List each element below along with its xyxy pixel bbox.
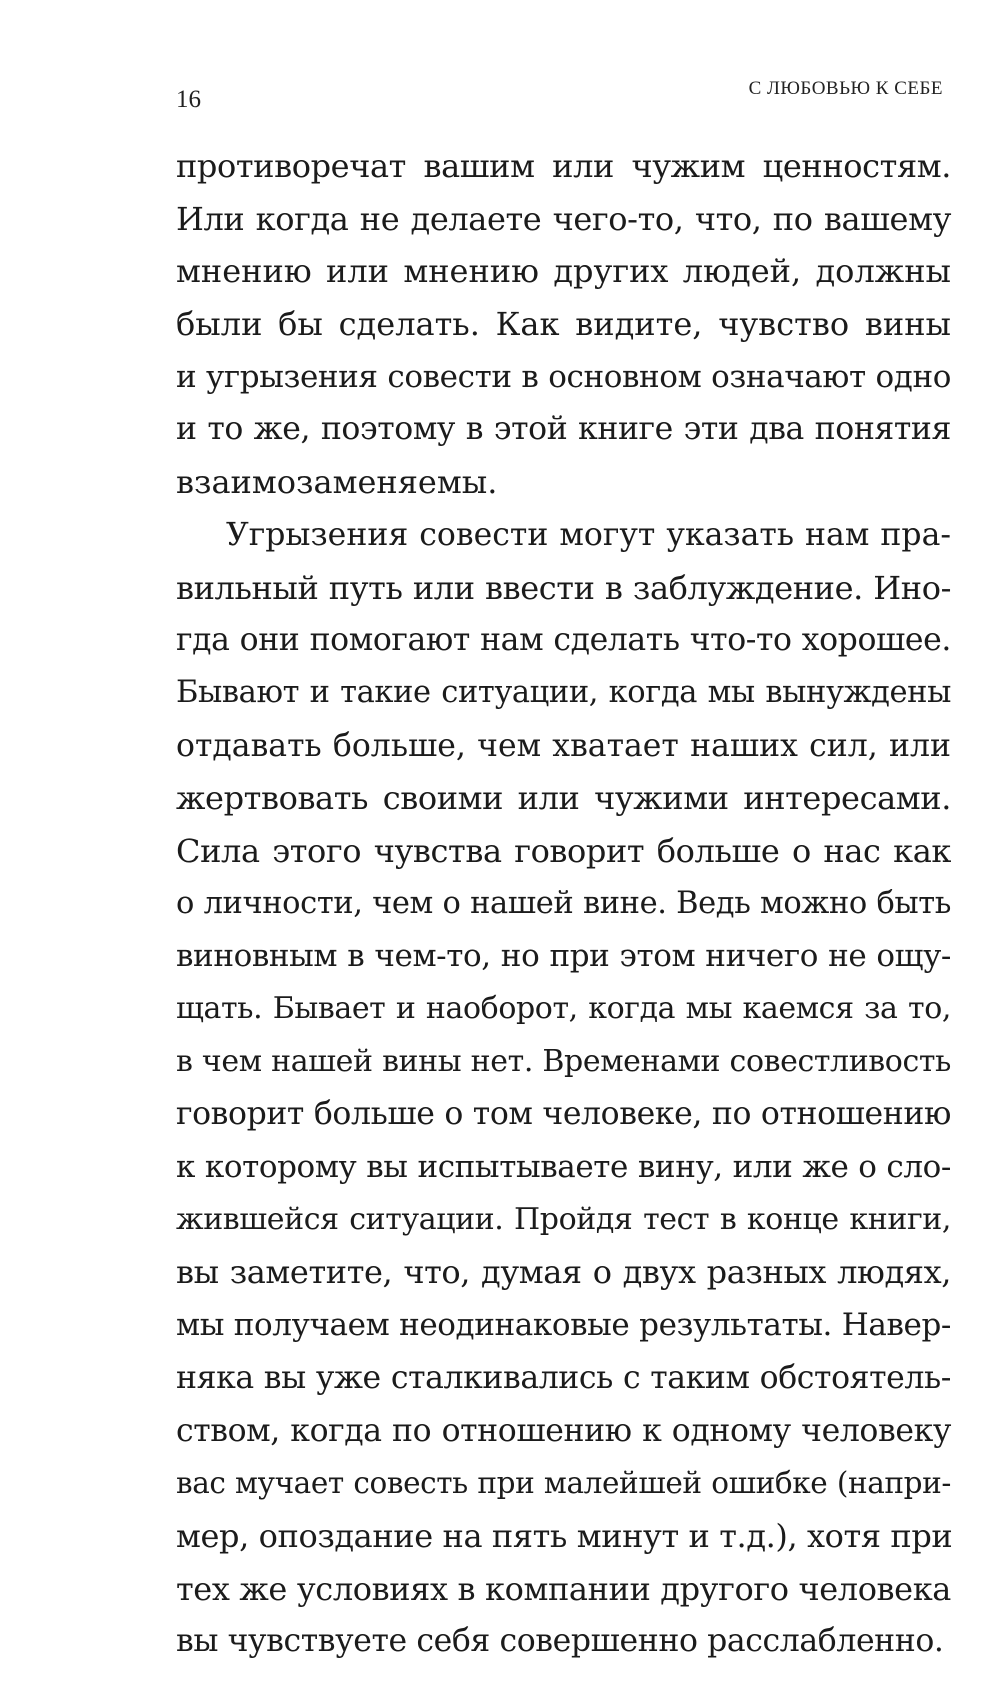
paragraph-1: [176, 140, 951, 509]
text-line: в чем нашей вины нет. Временами совестливость: [176, 1043, 951, 1079]
text-line: няка вы уже сталкивались с таким обстоятель-: [176, 1359, 951, 1396]
text-line: вы чувствуете себя совершенно расслабленно.: [176, 1623, 944, 1660]
text-line: противоречат вашим или чужим ценностям.: [176, 147, 951, 185]
text-line: мнению или мнению других людей, должны: [176, 252, 951, 291]
body-text: [176, 140, 951, 1668]
page-number: 16: [176, 86, 201, 113]
running-title: С ЛЮБОВЬЮ К СЕБЕ: [748, 78, 943, 99]
text-line: говорит больше о том человеке, по отношению: [176, 1096, 951, 1133]
text-line: вы заметите, что, думая о двух разных людях,: [176, 1253, 951, 1292]
text-line: вильный путь или ввести в заблуждение. Ино-: [176, 568, 951, 607]
text-line: тех же условиях в компании другого человека: [176, 1569, 951, 1608]
text-line: ством, когда по отношению к одному человеку: [176, 1412, 951, 1449]
paragraph-2: [176, 509, 951, 1668]
text-line: вас мучает совесть при малейшей ошибке (напри-: [176, 1466, 951, 1501]
text-line: Бывают и такие ситуации, когда мы вынуждены: [176, 674, 951, 710]
text-line: о личности, чем о нашей вине. Ведь можно быть: [176, 885, 951, 921]
text-line: щать. Бывает и наоборот, когда мы каемся за то,: [176, 991, 951, 1026]
text-line: Сила этого чувства говорит больше о нас как: [176, 831, 951, 870]
text-line: виновным в чем-то, но при этом ничего не ощу-: [176, 938, 951, 975]
text-line: мы получаем неодинаковые результаты. Навер-: [176, 1307, 951, 1344]
text-line: Угрызения совести могут указать нам пра-: [226, 516, 951, 553]
text-line: жившейся ситуации. Пройдя тест в конце книги,: [176, 1201, 951, 1237]
text-line: и то же, поэтому в этой книге эти два понятия: [176, 411, 951, 448]
text-line: мер, опоздание на пять минут и т.д.), хотя при: [176, 1516, 953, 1555]
text-line: были бы сделать. Как видите, чувство вины: [176, 305, 951, 344]
text-line: к которому вы испытываете вину, или же о сло-: [176, 1149, 951, 1186]
text-line: гда они помогают нам сделать что-то хорошее.: [176, 622, 951, 659]
text-line: взаимозаменяемы.: [176, 463, 498, 502]
text-line: и угрызения совести в основном означают одно: [176, 358, 951, 395]
text-line: жертвовать своими или чужими интересами.: [176, 779, 951, 818]
text-line: Или когда не делаете чего-то, что, по вашему: [176, 199, 951, 238]
text-line: отдавать больше, чем хватает наших сил, или: [176, 727, 951, 764]
